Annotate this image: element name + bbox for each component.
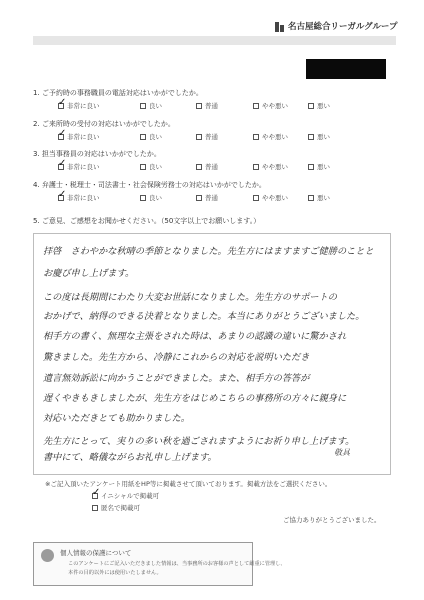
option-somewhat-bad[interactable]: やや悪い (253, 101, 308, 110)
question-2-options (58, 132, 348, 141)
comment-line: 驚きました。先生方から、冷静にこれからの対応を説明いただき (43, 352, 310, 363)
checkbox[interactable] (92, 505, 98, 511)
thanks-message: ご協力ありがとうございました。 (283, 516, 381, 524)
checkbox[interactable] (196, 103, 202, 109)
option-very-good[interactable]: ✓ 非常に良い (58, 193, 140, 202)
privacy-person-icon (41, 549, 54, 562)
option-somewhat-bad[interactable]: やや悪い (253, 162, 308, 171)
option-somewhat-bad[interactable]: やや悪い (253, 193, 308, 202)
question-2: 2. ご来所時の受付の対応はいかがでしたか。 (33, 120, 175, 128)
option-average[interactable]: 普通 (196, 162, 253, 171)
group-logo-icon (275, 22, 284, 32)
company-name: 名古屋総合リーガルグループ (288, 22, 398, 32)
privacy-line: このアンケートにご記入いただきました情報は、当事務所のお客様の声として厳重に管理し、 (68, 561, 286, 567)
checkbox-checked[interactable] (58, 164, 64, 170)
comment-line: 遺言無効訴訟に向かうことができました。また、相手方の答答が (43, 373, 310, 384)
comment-line: 遅くやきもきしましたが、先生方をはじめこちらの事務所の方々に親身に (43, 393, 347, 404)
comment-line: 相手方の書く、無理な主張をされた時は、あまりの認識の違いに驚かされ (43, 331, 347, 342)
comment-line: おかげで、納得のできる決着となりました。本当にありがとうございました。 (43, 311, 365, 322)
comment-line: この度は長期間にわたり大変お世話になりました。先生方のサポートの (43, 292, 337, 303)
checkbox[interactable] (253, 134, 259, 140)
checkbox-checked[interactable] (58, 134, 64, 140)
checkbox[interactable] (308, 103, 314, 109)
option-somewhat-bad[interactable]: やや悪い (253, 132, 308, 141)
option-bad[interactable]: 悪い (308, 132, 348, 141)
checkbox[interactable] (196, 134, 202, 140)
option-average[interactable]: 普通 (196, 193, 253, 202)
privacy-line: 本件の目的以外には使用いたしません。 (68, 570, 162, 576)
checkbox-checked[interactable] (58, 195, 64, 201)
question-3: 3. 担当事務員の対応はいかがでしたか。 (33, 150, 161, 158)
checkbox[interactable] (308, 195, 314, 201)
comment-line: お慶び申し上げます。 (43, 268, 135, 279)
checkbox[interactable] (308, 164, 314, 170)
comment-line: 対応いただきとても助かりました。 (43, 413, 190, 424)
header-banner (33, 36, 396, 45)
checkbox-checked[interactable] (58, 103, 64, 109)
comment-line: 書中にて、略儀ながらお礼申し上げます。 (43, 452, 217, 463)
question-4: 4. 弁護士・税理士・司法書士・社会保険労務士の対応はいかがでしたか。 (33, 181, 266, 189)
option-very-good[interactable]: ✓ 非常に良い (58, 162, 140, 171)
option-bad[interactable]: 悪い (308, 101, 348, 110)
privacy-title: 個人情報の保護について (60, 549, 132, 557)
option-good[interactable]: 良い (140, 101, 196, 110)
checkbox[interactable] (253, 164, 259, 170)
checkbox[interactable] (140, 164, 146, 170)
option-very-good[interactable]: ✓ 非常に良い (58, 132, 140, 141)
comment-line: 拝啓 さわやかな秋晴の季節となりました。先生方にはますますご健勝のことと (43, 246, 374, 257)
option-good[interactable]: 良い (140, 162, 196, 171)
option-good[interactable]: 良い (140, 193, 196, 202)
question-4-options (58, 193, 348, 202)
redacted-block (306, 59, 386, 79)
checkbox[interactable] (253, 103, 259, 109)
publish-option-anonymous[interactable]: 匿名で掲載可 (92, 503, 140, 512)
checkbox[interactable] (140, 103, 146, 109)
signature: 敬具 (334, 448, 350, 457)
question-5: 5. ご意見、ご感想をお聞かせください。（50文字以上でお願いします。） (33, 217, 261, 225)
question-1: 1. ご予約時の事務職員の電話対応はいかがでしたか。 (33, 89, 203, 97)
option-average[interactable]: 普通 (196, 101, 253, 110)
option-average[interactable]: 普通 (196, 132, 253, 141)
option-bad[interactable]: 悪い (308, 193, 348, 202)
publish-intro: ※ご記入頂いたアンケート用紙をHP等に掲載させて頂いております。掲載方法をご選択ください。 (45, 480, 332, 488)
option-very-good[interactable]: ✓ 非常に良い (58, 101, 140, 110)
question-1-options (58, 101, 348, 110)
question-3-options (58, 162, 348, 171)
option-bad[interactable]: 悪い (308, 162, 348, 171)
checkbox[interactable] (196, 164, 202, 170)
checkbox[interactable] (140, 195, 146, 201)
checkbox[interactable] (196, 195, 202, 201)
comment-line: 先生方にとって、実りの多い秋を過ごされますようにお祈り申し上げます。 (43, 436, 355, 447)
option-good[interactable]: 良い (140, 132, 196, 141)
publish-option-initials[interactable]: ✓ イニシャルで掲載可 (92, 491, 159, 500)
checkbox[interactable] (253, 195, 259, 201)
checkbox[interactable] (140, 134, 146, 140)
checkbox[interactable] (308, 134, 314, 140)
checkbox-checked[interactable] (92, 493, 98, 499)
